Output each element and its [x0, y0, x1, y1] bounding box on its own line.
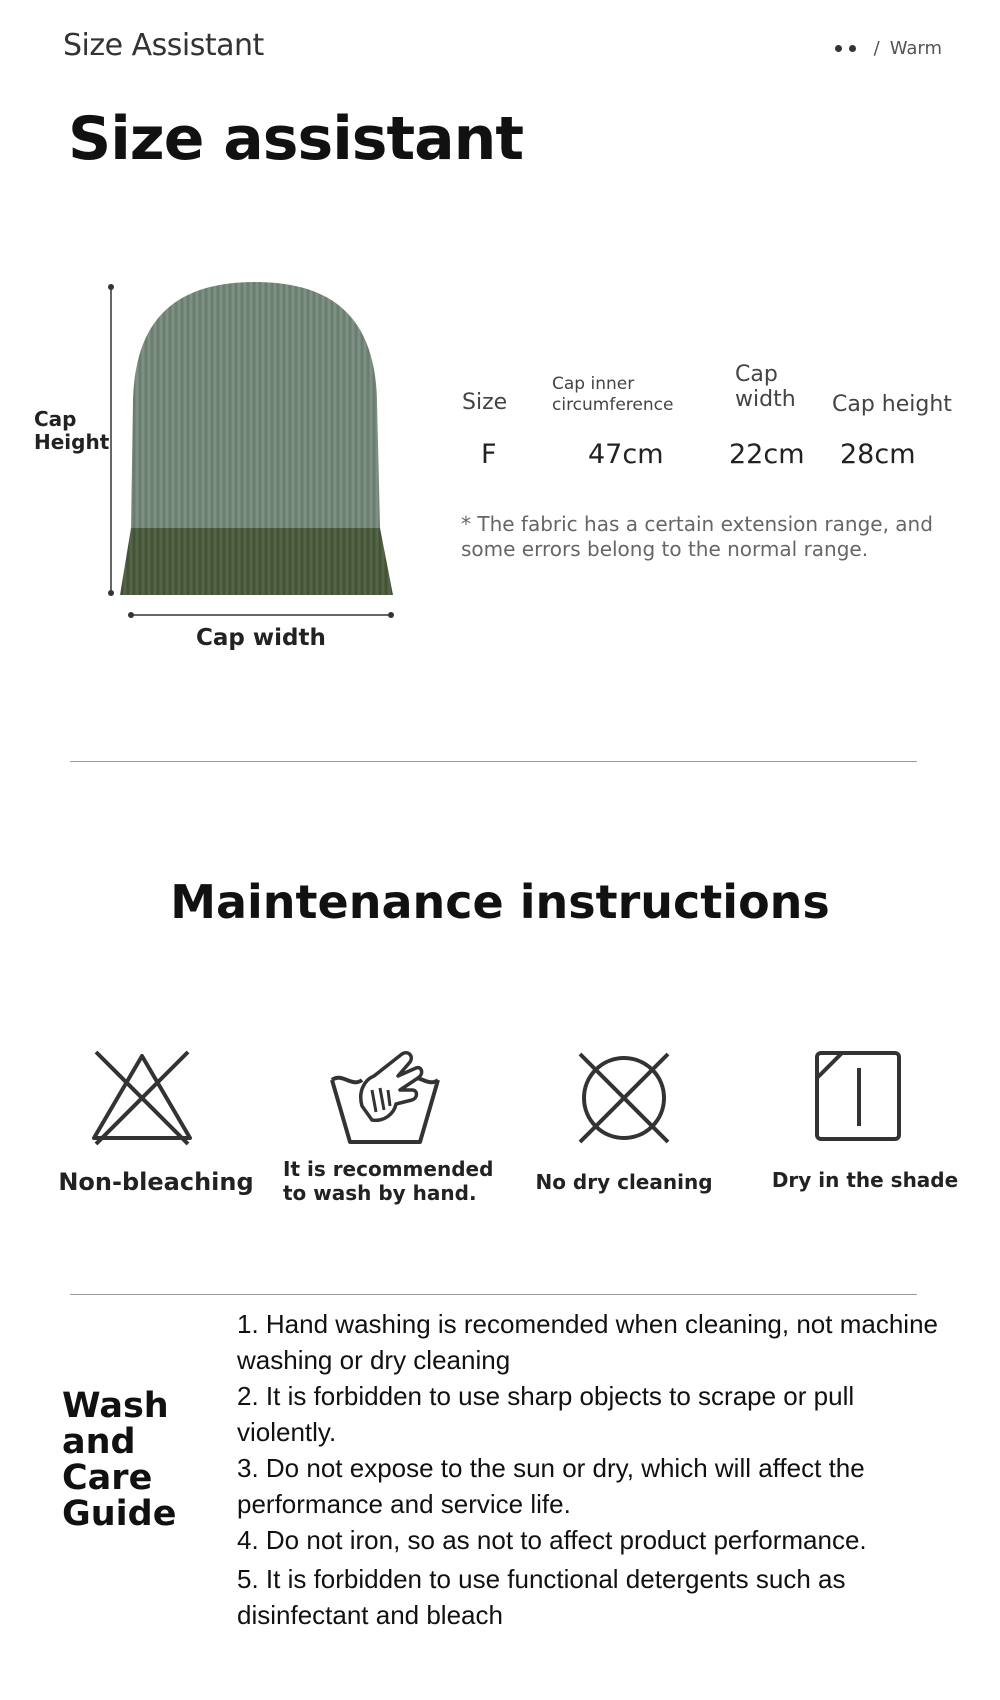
table-cell-height: 28cm [840, 439, 916, 470]
table-cell-size: F [481, 439, 497, 470]
hat-brim [120, 528, 393, 595]
table-cell-circumference: 47cm [588, 439, 664, 470]
no-dry-cleaning-label: No dry cleaning [535, 1170, 713, 1194]
size-assistant-title: Size assistant [68, 104, 524, 174]
cap-width-label: Cap width [196, 625, 326, 651]
list-item: 1. Hand washing is recomended when cleaning, not machine washing or dry cleaning [237, 1309, 938, 1375]
section-divider [70, 761, 917, 762]
wash-care-guide-title: Wash and Care Guide [62, 1386, 177, 1534]
section-divider-2 [70, 1294, 917, 1295]
size-note: * The fabric has a certain extension range, and some errors belong to the normal range. [461, 512, 933, 561]
table-header-width: Cap width [735, 362, 796, 412]
table-header-size: Size [462, 390, 508, 415]
breadcrumb-label: Warm [889, 38, 942, 59]
dots-icon [835, 45, 856, 52]
hand-wash-icon [328, 1050, 442, 1146]
breadcrumb [835, 38, 942, 59]
hand-wash-label: It is recommended to wash by hand. [283, 1157, 494, 1205]
wash-care-list [237, 1306, 957, 1633]
non-bleaching-icon [90, 1048, 194, 1146]
list-item: 5. It is forbidden to use functional detergents such as disinfectant and bleach [237, 1564, 846, 1630]
cap-height-label: Cap Height [34, 407, 110, 454]
dry-in-shade-label: Dry in the shade [771, 1168, 959, 1192]
dry-in-shade-icon [814, 1050, 904, 1144]
table-cell-width: 22cm [729, 439, 805, 470]
non-bleaching-label: Non-bleaching [58, 1168, 254, 1196]
no-dry-cleaning-icon [576, 1050, 672, 1146]
page-header-title: Size Assistant [63, 28, 264, 63]
table-header-height: Cap height [832, 392, 952, 417]
breadcrumb-separator: / [873, 38, 880, 59]
list-item: 2. It is forbidden to use sharp objects to scrape or pull violently. [237, 1381, 855, 1447]
table-header-circumference: Cap inner circumference [552, 374, 674, 415]
list-item: 3. Do not expose to the sun or dry, which will affect the performance and service life. [237, 1453, 865, 1519]
hat-body [131, 282, 380, 528]
maintenance-title: Maintenance instructions [170, 875, 830, 929]
list-item: 4. Do not iron, so as not to affect product performance. [237, 1525, 867, 1555]
